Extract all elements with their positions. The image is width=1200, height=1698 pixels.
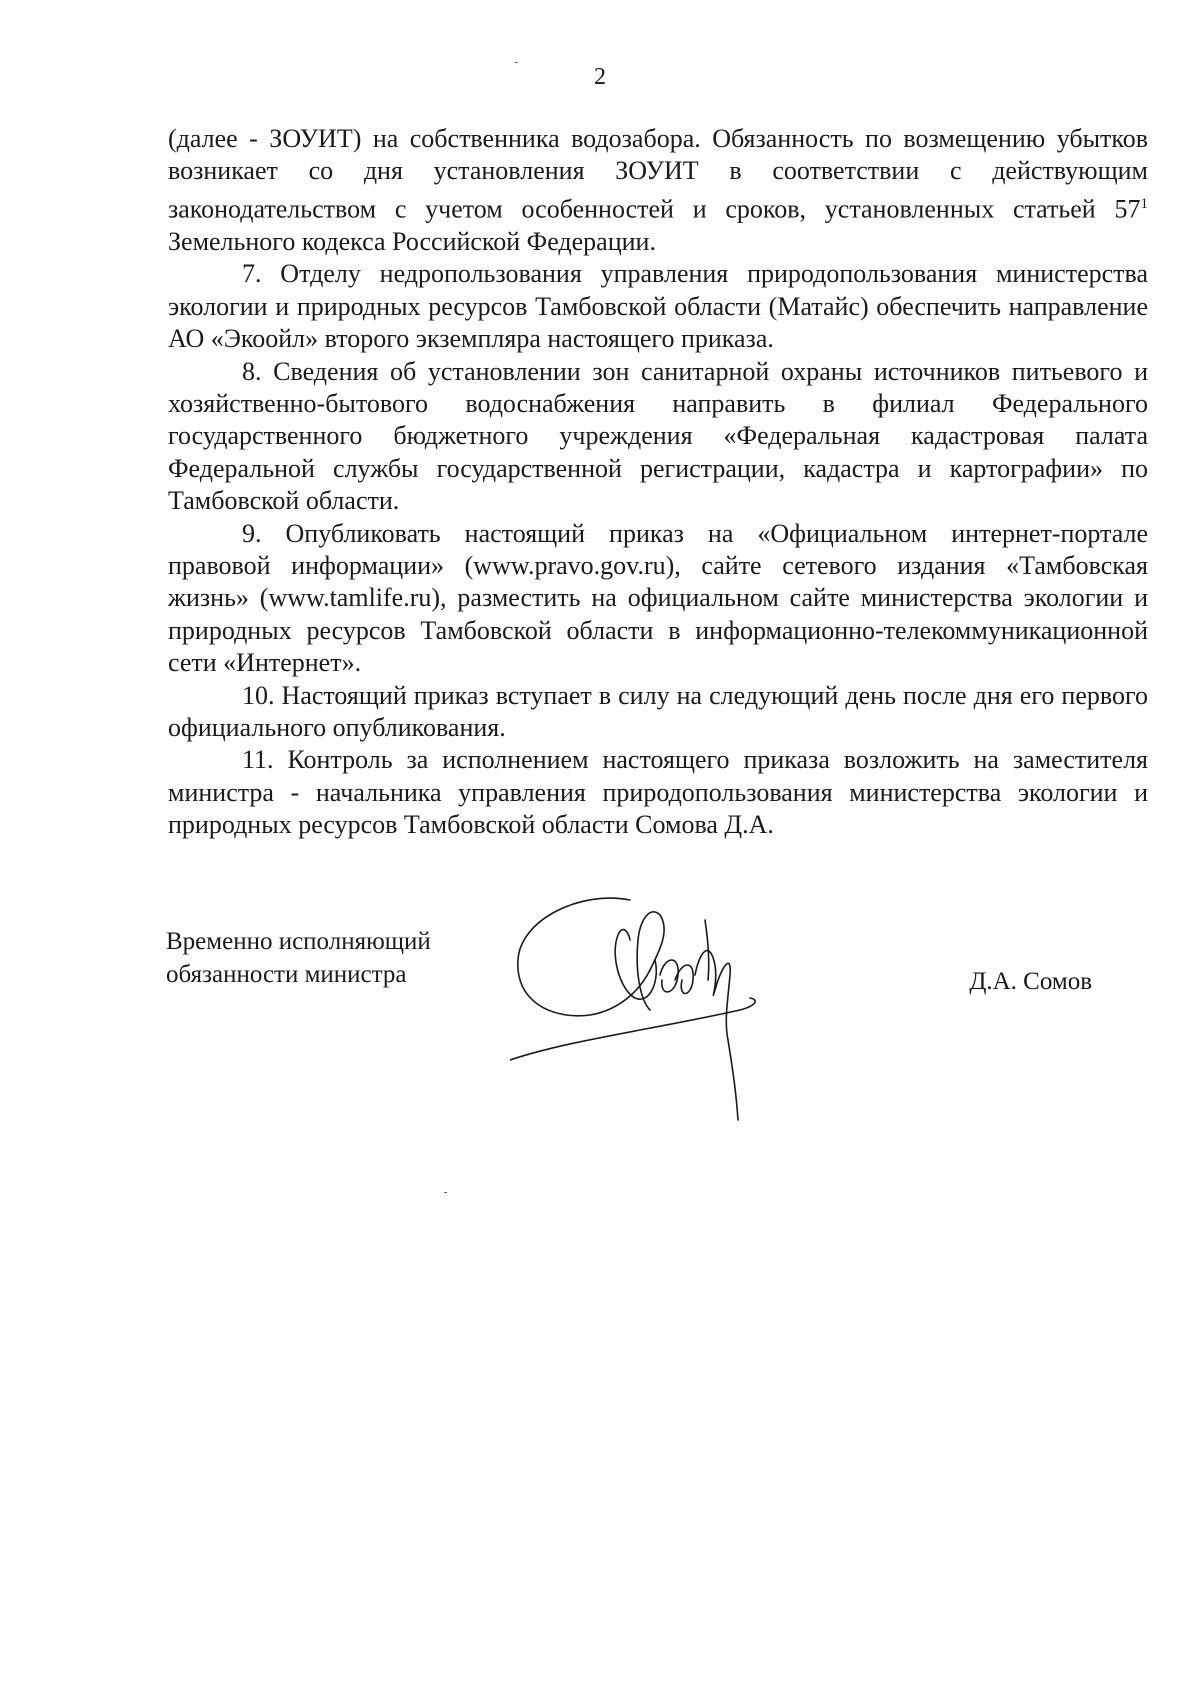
signatory-name: Д.А. Сомов (969, 968, 1092, 995)
paragraph-text: Земельного кодекса Российской Федерации. (168, 226, 656, 256)
signatory-position-line-2: обязанности министра (166, 961, 407, 988)
paragraph-item-10: 10. Настоящий приказ вступает в силу на следующий день после дня его первого официального опубликования. (168, 680, 1148, 742)
paragraph-continuation (168, 123, 1148, 258)
document-body (168, 123, 1148, 842)
superscript: 1 (1140, 195, 1148, 212)
handwritten-signature (510, 880, 780, 1140)
paragraph-text: (далее - ЗОУИТ) на собственника водозабора. Обязанность по возмещению убытков возникает со дня установления ЗОУИТ в соответствии с действующим законодательством с учетом особенностей и сроков, установленных статьей 57 (168, 124, 1148, 224)
paragraph-item-8: 8. Сведения об установлении зон санитарной охраны источников питьевого и хозяйственно-бытового водоснабжения направить в филиал Федерального государственного бюджетного учреждения «Федеральная кадастровая палата Федеральной службы государственной регистрации, кадастра и картографии» по Тамбовской области. (168, 356, 1148, 516)
signatory-position-line-1: Временно исполняющий (166, 928, 431, 955)
paragraph-item-9: 9. Опубликовать настоящий приказ на «Официальном интернет-портале правовой информации» (www.pravo.gov.ru), сайте сетевого издания «Тамбовская жизнь» (www.tamlife.ru), разместить на официальном сайте министерства экологии и природных ресурсов Тамбовской области в информационно-телекоммуникационной сети «Интернет». (168, 518, 1148, 678)
scan-speck (515, 62, 518, 63)
paragraph-item-11: 11. Контроль за исполнением настоящего приказа возложить на заместителя министра - начальника управления природопользования министерства экологии и природных ресурсов Тамбовской области Сомова Д.А. (168, 745, 1148, 840)
signatory-position (166, 925, 431, 991)
scan-speck (444, 1192, 447, 1193)
paragraph-item-7: 7. Отделу недропользования управления природопользования министерства экологии и природных ресурсов Тамбовской области (Матайс) обеспечить направление АО «Экоойл» второго экземпляра настоящего приказа. (168, 259, 1148, 354)
page-number: 2 (594, 64, 606, 90)
